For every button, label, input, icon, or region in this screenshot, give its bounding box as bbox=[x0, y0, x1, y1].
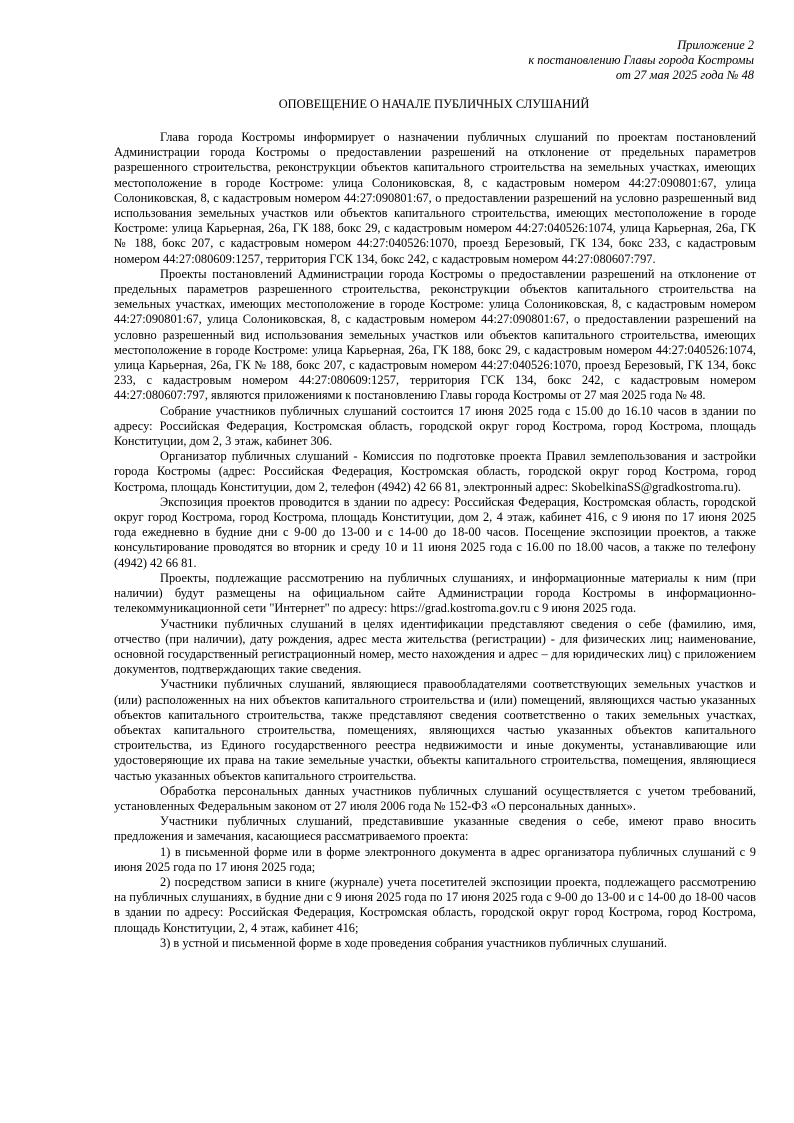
paragraph-personal-data: Обработка персональных данных участников публичных слушаний осуществляется с учетом требований, установленных Федеральным законом от 27 июля 2006 года № 152-ФЗ «О персональных данных». bbox=[114, 783, 756, 813]
appendix-header bbox=[528, 38, 754, 83]
list-item-journal: 2) посредством записи в книге (журнале) учета посетителей экспозиции проекта, подлежащего рассмотрению на публичных слушаниях, в будние дни с 9 июня 2025 года по 17 июня 2025 года с 9-00 до 13-00 и с 14-00 до 18-00 часов в здании по адресу: Российская Федерация, Костромская область, городской округ город Кострома, город Кострома, площадь Конституции, 2, 4 этаж, кабинет 416; bbox=[114, 874, 756, 935]
paragraph-exposition: Экспозиция проектов проводится в здании по адресу: Российская Федерация, Костромская область, городской округ город Кострома, город Кострома, площадь Конституции, дом 2, 4 этаж, кабинет 416, с 9 июня по 17 июня 2025 года ежедневно в будние дни с 9-00 до 13-00 и с 14-00 до 18-00 часов. Посещение экспозиции проектов, а также консультирование проводятся во вторник и среду 10 и 11 июня 2025 года с 16.00 по 18.00 часов, а также по телефону (4942) 42 66 81. bbox=[114, 494, 756, 570]
list-item-written: 1) в письменной форме или в форме электронного документа в адрес организатора публичных слушаний с 9 июня 2025 года по 17 июня 2025 года; bbox=[114, 844, 756, 874]
paragraph-proposals: Участники публичных слушаний, представившие указанные сведения о себе, имеют право вносить предложения и замечания, касающиеся рассматриваемого проекта: bbox=[114, 814, 756, 844]
list-item-oral: 3) в устной и письменной форме в ходе проведения собрания участников публичных слушаний. bbox=[160, 935, 668, 950]
paragraph-meeting: Собрание участников публичных слушаний состоится 17 июня 2025 года с 15.00 до 16.10 часов в здании по адресу: Российская Федерация, Костромская область, городской округ город Кострома, город Кострома, площадь Конституции, дом 2, 3 этаж, кабинет 306. bbox=[114, 403, 756, 449]
appendix-number: Приложение 2 bbox=[677, 38, 754, 52]
paragraph-announcement: Глава города Костромы информирует о назначении публичных слушаний по проектам постановлений Администрации города Костромы о предоставлении разрешений на отклонение от предельных параметров разрешенного строительства, реконструкции объектов капитального строительства на земельных участках, имеющих местоположение в городе Костроме: улица Солониковская, 8, с кадастровым номером 44:27:090801:67, улица Солониковская, 8, с кадастровым номером 44:27:090801:67, о предоставлении разрешений на условно разрешенный вид использования земельных участков или объектов капитального строительства, имеющих местоположение в городе Костроме: улица Карьерная, 26а, ГК 188, бокс 29, с кадастровым номером 44:27:040526:1074, улица Карьерная, 26а, ГК № 188, бокс 207, с кадастровым номером 44:27:040526:1070, проезд Березовый, ГК 134, бокс 233, с кадастровым номером 44:27:080609:1257, территория ГСК 134, бокс 242, с кадастровым номером 44:27:080607:797. bbox=[114, 130, 756, 266]
paragraph-rightholders: Участники публичных слушаний, являющиеся правообладателями соответствующих земельных участков и (или) расположенных на них объектов капитального строительства и (или) помещений, являющихся частью указанных объектов капитального строительства, также представляют сведения соответственно о таких земельных участках, объектах капитального строительства, помещениях, являющихся частью указанных объектов капитального строительства, из Единого государственного реестра недвижимости и иные документы, устанавливающие или удостоверяющие их права на такие земельные участки, объекты капитального строительства, помещения, являющиеся частью указанных объектов капитального строительства. bbox=[114, 677, 756, 783]
paragraph-identification: Участники публичных слушаний в целях идентификации представляют сведения о себе (фамилию, имя, отчество (при наличии), дату рождения, адрес места жительства (регистрации) - для физических лиц; наименование, основной государственный регистрационный номер, место нахождения и адрес – для юридических лиц) с приложением документов, подтверждающих такие сведения. bbox=[114, 616, 756, 677]
appendix-date: от 27 мая 2025 года № 48 bbox=[615, 68, 754, 82]
paragraph-organizer: Организатор публичных слушаний - Комиссия по подготовке проекта Правил землепользования и застройки города Костромы (адрес: Российская Федерация, Костромская область, городской округ город Кострома, город Кострома, площадь Конституции, дом 2, телефон (4942) 42 66 81, электронный адрес: SkobelkinaSS@gradkostroma.ru). bbox=[114, 449, 756, 494]
paragraph-publication: Проекты, подлежащие рассмотрению на публичных слушаниях, и информационные материалы к ним (при наличии) будут размещены на официальном сайте Администрации города Костромы в информационно-телекоммуникационной сети "Интернет" по адресу: https://grad.kostroma.gov.ru с 9 июня 2025 года. bbox=[114, 570, 756, 616]
appendix-reference: к постановлению Главы города Костромы bbox=[528, 53, 754, 67]
document-body bbox=[114, 130, 756, 951]
paragraph-projects: Проекты постановлений Администрации города Костромы о предоставлении разрешений на отклонение от предельных параметров разрешенного строительства, реконструкции объектов капитального строительства на земельных участках, имеющих местоположение в городе Костроме: улица Солониковская, 8, с кадастровым номером 44:27:090801:67, улица Солониковская, 8, с кадастровым номером 44:27:090801:67, о предоставлении разрешений на условно разрешенный вид использования земельных участков или объектов капитального строительства, имеющих местоположение в городе Костроме: улица Карьерная, 26а, ГК 188, бокс 29, с кадастровым номером 44:27:040526:1074, улица Карьерная, 26а, ГК № 188, бокс 207, с кадастровым номером 44:27:040526:1070, проезд Березовый, ГК 134, бокс 233, с кадастровым номером 44:27:080609:1257, территория ГСК 134, бокс 242, с кадастровым номером 44:27:080607:797, являются приложениями к постановлению Главы города Костромы от 27 мая 2025 года № 48. bbox=[114, 266, 756, 403]
document-title: ОПОВЕЩЕНИЕ О НАЧАЛЕ ПУБЛИЧНЫХ СЛУШАНИЙ bbox=[278, 97, 590, 111]
